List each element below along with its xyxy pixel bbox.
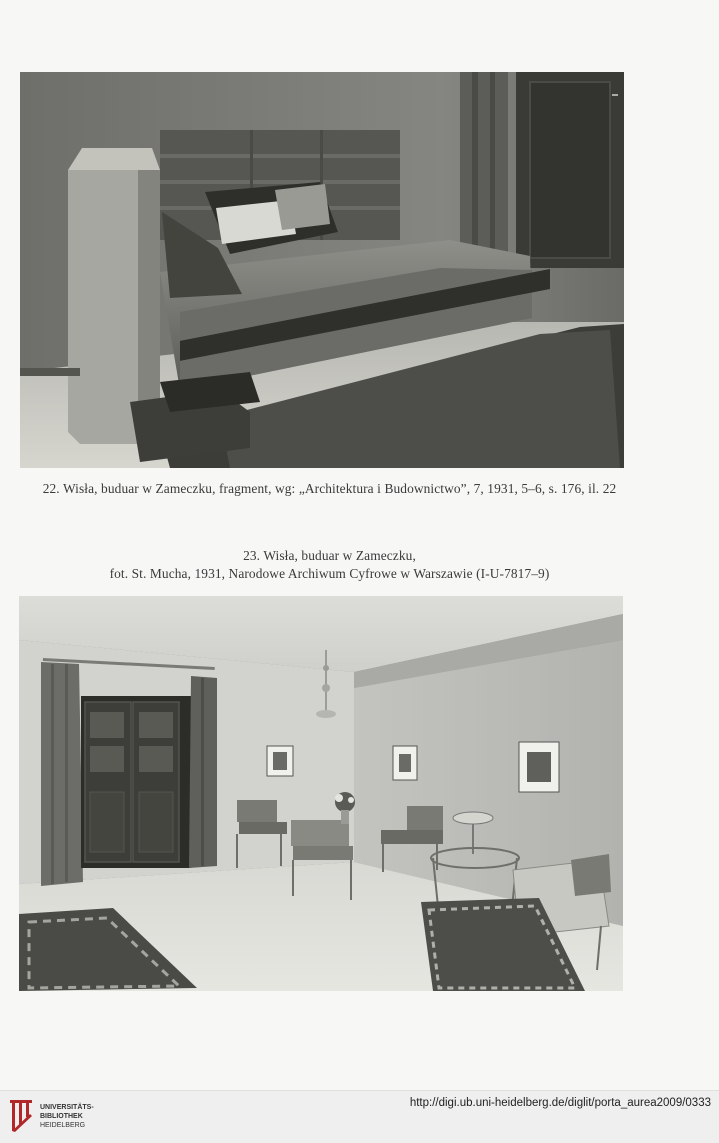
photo-sofa-boudoir — [20, 72, 624, 468]
library-name — [40, 1103, 94, 1130]
university-library-logo-icon — [8, 1096, 34, 1134]
caption-figure-23-line2: fot. St. Mucha, 1931, Narodowe Archiwum Cyfrowe w Warszawie (I-U-7817–9) — [109, 566, 550, 581]
source-url-link[interactable]: http://digi.ub.uni-heidelberg.de/diglit/porta_aurea2009/0333 — [409, 1097, 711, 1109]
library-name-line3: HEIDELBERG — [40, 1122, 86, 1129]
library-name-line1: UNIVERSITÄTS- — [40, 1104, 94, 1111]
library-name-line2: BIBLIOTHEK — [40, 1113, 83, 1120]
photo-boudoir-interior — [19, 596, 623, 991]
caption-figure-23-line1: 23. Wisła, buduar w Zameczku, — [243, 548, 416, 563]
caption-figure-22: 22. Wisła, buduar w Zameczku, fragment, wg: „Architektura i Budownictwo”, 7, 1931, 5–6, s. 176, il. 22 — [42, 481, 617, 496]
